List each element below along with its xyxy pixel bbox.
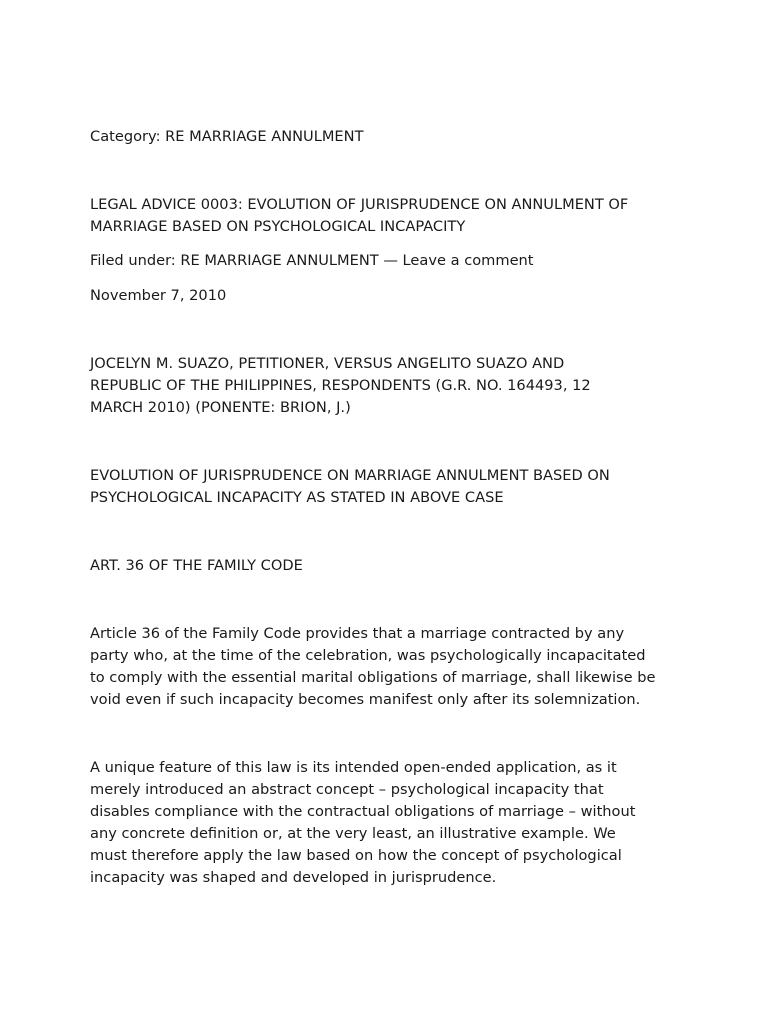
title-line: MARRIAGE BASED ON PSYCHOLOGICAL INCAPACITY bbox=[90, 218, 466, 235]
title-line: LEGAL ADVICE 0003: EVOLUTION OF JURISPRUDENCE ON ANNULMENT OF bbox=[90, 196, 629, 213]
filed-under-line: Filed under: RE MARRIAGE ANNULMENT — Leave a comment bbox=[90, 252, 534, 269]
paragraph-unique-feature bbox=[90, 757, 690, 889]
post-title bbox=[90, 194, 690, 238]
paragraph-line: must therefore apply the law based on how the concept of psychological bbox=[90, 847, 622, 864]
subtitle-line: PSYCHOLOGICAL INCAPACITY AS STATED IN ABOVE CASE bbox=[90, 489, 504, 506]
category-line: Category: RE MARRIAGE ANNULMENT bbox=[90, 128, 364, 145]
post-date: November 7, 2010 bbox=[90, 287, 227, 304]
case-parties bbox=[90, 353, 690, 419]
paragraph-line: to comply with the essential marital obligations of marriage, shall likewise be bbox=[90, 669, 656, 686]
paragraph-line: incapacity was shaped and developed in jurisprudence. bbox=[90, 869, 497, 886]
parties-line: MARCH 2010) (PONENTE: BRION, J.) bbox=[90, 399, 351, 416]
article-heading: ART. 36 OF THE FAMILY CODE bbox=[90, 557, 303, 574]
parties-line: REPUBLIC OF THE PHILIPPINES, RESPONDENTS (G.R. NO. 164493, 12 bbox=[90, 377, 591, 394]
paragraph-article-36 bbox=[90, 623, 690, 711]
document-body bbox=[90, 126, 690, 889]
paragraph-line: merely introduced an abstract concept – psychological incapacity that bbox=[90, 781, 604, 798]
section-subtitle bbox=[90, 465, 690, 509]
paragraph-line: any concrete definition or, at the very least, an illustrative example. We bbox=[90, 825, 616, 842]
subtitle-line: EVOLUTION OF JURISPRUDENCE ON MARRIAGE ANNULMENT BASED ON bbox=[90, 467, 610, 484]
paragraph-line: A unique feature of this law is its intended open-ended application, as it bbox=[90, 759, 617, 776]
paragraph-line: party who, at the time of the celebration, was psychologically incapacitated bbox=[90, 647, 646, 664]
paragraph-line: void even if such incapacity becomes manifest only after its solemnization. bbox=[90, 691, 641, 708]
paragraph-line: disables compliance with the contractual obligations of marriage – without bbox=[90, 803, 636, 820]
paragraph-line: Article 36 of the Family Code provides that a marriage contracted by any bbox=[90, 625, 625, 642]
parties-line: JOCELYN M. SUAZO, PETITIONER, VERSUS ANGELITO SUAZO AND bbox=[90, 355, 565, 372]
